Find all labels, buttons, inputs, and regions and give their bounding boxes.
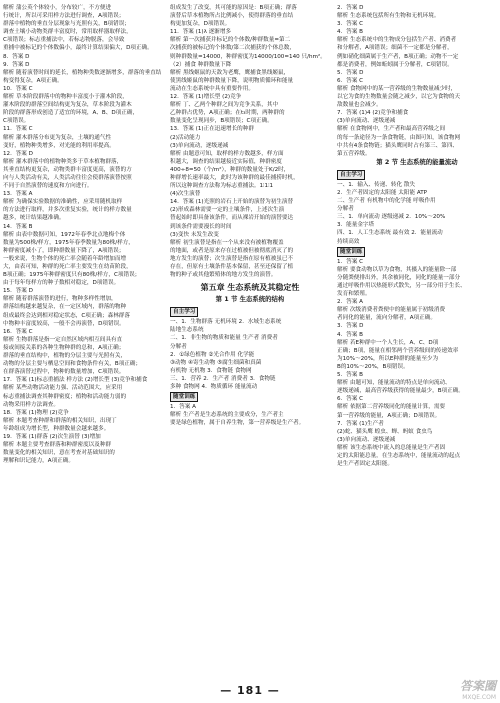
text-line: 解析 生态系统中的生物成分包括生产者、消费者	[337, 37, 457, 44]
text-line: 重捕中被标记的个体数偏小，最终计算结果偏大，D项正确。	[3, 45, 153, 52]
text-line: 乙种群占优势，A项正确；在t₃时期，两种群的	[170, 110, 285, 117]
text-line: 种群增长速率最大，此时为该种群的最佳捕捞时机，	[170, 174, 299, 181]
text-line: 灌木阶段的群落空间结构更为复杂，草本阶段为灌木	[3, 102, 132, 109]
text-line: 使黑线姬鼠的种群数量下降，说明物质循环和能量	[170, 77, 294, 84]
text-line: 3．答案 C	[337, 21, 364, 28]
text-line: 阶段的群落形成创造了适宜的环境，A、B、D项正确，	[3, 110, 139, 117]
text-line: 都是消费者，例如蚯蚓属于分解者，C项错误。	[337, 61, 453, 68]
text-line: 有机物 无机物 3．食物链 食物网	[170, 367, 252, 374]
text-line: 11．答案 C	[3, 126, 33, 133]
text-line: 5．答案 D	[337, 69, 364, 76]
text-line: 数量变化的相关知识，意在考查对基础知识的	[3, 450, 115, 457]
text-line: 解析 本题主要考查群落和种群密度以及种群	[3, 442, 112, 449]
text-line: 一、1．生物群落 无机环境 2．水域生态系统	[170, 319, 282, 326]
text-line: 二、1．非生物的物质和能量 生产者 消费者	[170, 335, 278, 342]
text-line: 理解和识记能力，A项正确。	[3, 458, 74, 465]
text-line: 数量为500株/样方，1975年春季数量为80株/样方，	[3, 239, 134, 246]
text-line: 物的种子或其他繁殖体的地方发生的演替。	[170, 272, 277, 279]
text-line: 12．答案 D	[3, 150, 33, 157]
text-line: 陆地生态系统	[170, 327, 204, 334]
text-line: 解析 食物网中的某一营养级的生物数量减少时，	[337, 85, 457, 92]
text-line: 6．答案 C	[337, 396, 364, 403]
text-line: 逐级递减，最高营养级获得的能量最少，B项正确。	[337, 388, 464, 395]
text-line: 10．答案 C	[3, 85, 33, 92]
page-number: — 181 —	[220, 684, 280, 697]
text-line: 流动在生态系统中具有重要作用。	[170, 85, 254, 92]
section-label-box: 自主学习	[170, 307, 198, 317]
text-line: 的地面，或者是原来存在过植被但被彻底消灭了的	[170, 247, 294, 254]
text-line: 7．答案 (1)生产者	[337, 420, 384, 427]
text-line: 例如硝化细菌属于生产者，B项正确；动物不一定	[337, 53, 459, 60]
text-line: 定的太阳能总量，在生态系统中，能量流动的起点	[337, 452, 461, 459]
watermark-text: 答案圈	[459, 679, 496, 693]
text-line: 三、1．单向流动 逐级递减 2．10%～20%	[337, 214, 446, 221]
text-line: 14．答案 (1)光照的岩石上开始的演替为初生演替	[170, 199, 294, 206]
text-line: 敌数量也会减少。	[337, 102, 382, 109]
text-line: 变好，植物种类增多，对光能的利用率提高。	[3, 142, 115, 149]
text-line: 分解者	[337, 206, 354, 213]
text-line: 年龄组成为增长型，种群数量会越来越多。	[3, 425, 110, 432]
text-line: (3)单向流动、逐级递减	[337, 436, 396, 443]
text-line: 解析 草本阶段群落中的物种丰富度小于灌木阶段，	[3, 94, 128, 101]
text-line: 中共有4条食物链；猫头鹰同时占有第三、第四、	[337, 142, 459, 149]
text-line: 积越大，调查的结果越接近实际值，种群密度	[170, 158, 282, 165]
text-line: 解析 黑线姬鼠的天敌为老鹰，鹰捕食黑线姬鼠，	[170, 69, 290, 76]
text-line: 为10%～20%，所以E种群的能量至少为	[337, 355, 439, 362]
text-line: 解析 随着演替时间的延长，植物种类数逐渐增多，群落的垂直结构变得复杂，A项正确。	[3, 69, 162, 84]
column-left	[3, 4, 163, 465]
text-line: 16．答案 C	[3, 328, 33, 335]
text-line: 5．答案 B	[337, 372, 363, 379]
text-line: 分随粪便排出外，其余被同化，同化的能量一部分	[337, 274, 461, 281]
text-line: 12．答案 (1)增长型 (2)竞争	[170, 94, 242, 101]
text-line: （2）捕食 种群数量下降	[170, 61, 232, 68]
text-line: 构更加复杂，D项错误。	[170, 21, 231, 28]
text-line: 地方发生的演替；次生演替是指在原有植被虽已不	[170, 255, 294, 262]
text-line: 接或间接关系的各种生物种群的总和，A项正确；	[3, 344, 125, 351]
text-line: 18．答案 (1)物理 (2)竞争	[3, 409, 69, 416]
text-line: 行统计，所以可采用样方法进行调查，A项错误；	[3, 13, 125, 20]
text-line: 解析 生产者是生态系统的主要成分，生产者主	[170, 412, 284, 419]
text-line: 13．答案 (1)正在迅速增长的种群	[170, 126, 254, 133]
text-line: 2．①绿色植物 ②光合作用 化学能	[170, 351, 255, 358]
text-line: 数量变化呈现同步，B项错误；C项正确。	[170, 118, 273, 125]
text-line: 替起始时即具备该条件，而从裸岩开始的演替要达	[170, 215, 294, 222]
text-line: 则种群数量=14000，种群密度为14000/100=140 只/hm²。	[170, 53, 326, 60]
text-line: 四、1．人工生态系统 最有效 2．能量流动	[337, 230, 443, 237]
text-line: 在群落演替过程中，物种的数量增加，C项错误。	[3, 369, 125, 376]
text-line: 解析 生物群落是指一定自然区域内相互间具有直	[3, 336, 123, 343]
section-label-box: 自主学习	[337, 170, 365, 180]
text-line: 所以这种调查方法称为标志重捕法。1∶1∶1	[170, 183, 274, 190]
text-line: 调查土壤小动物类群丰富度时，常用取样器取样法，	[3, 29, 132, 36]
text-line: (3)单向流动，逐级递减	[170, 142, 229, 149]
text-line: 演替后草本植物所占比例减小，使得群落的垂直结	[170, 13, 294, 20]
text-line: 大，由表可知，种群的死亡率主要发生在幼苗阶段，	[3, 264, 132, 270]
text-line: 种群密度减小了，即种群数量下降了，A项错误；	[3, 247, 125, 254]
text-line: 解析 丁、乙两个种群之间为竞争关系，其中	[170, 102, 279, 109]
text-line: (2)形成森林需要一定的土壤条件，上述次生演	[170, 207, 285, 214]
text-line: 解析 本题考查种群和群落的相关知识，出现丁	[3, 417, 117, 424]
text-line: B的10%～20%，B项错误。	[337, 363, 409, 370]
text-line: 1．答案 C	[337, 258, 364, 265]
text-line: ③动物 ④寄生动物 ⑤腐生细菌和真菌	[170, 359, 262, 366]
text-line: 4．答案 B	[337, 331, 363, 338]
text-line: 解析 初生演替是指在一个从来没有被植物覆盖	[170, 239, 284, 246]
chapter-title: 第五章 生态系统及其稳定性	[200, 283, 300, 293]
text-line: 正确；B项，能量在相邻两个营养级间的传递效率	[337, 347, 459, 354]
text-line: 群落中植物的垂直分层现象与光照有关，B项错误；	[3, 21, 130, 28]
text-line: 多种 食物网 4．物质循环 能量流动	[170, 384, 258, 391]
text-line: 解析 由题可知，能量流动的特点是单向流动、	[337, 380, 451, 387]
text-line: 400÷8=50（个/m²），种群的数量处于K/2时，	[170, 166, 290, 173]
text-line: 以它为食的生物数量会随之减少，以它为食物的天	[337, 94, 461, 101]
text-line: 者同化的能量，流向分解者，A项正确。	[337, 315, 436, 322]
text-line: 动物采用样方法调查。	[3, 401, 59, 408]
text-line: 第五营养级。	[337, 150, 371, 157]
text-line: 3．答案 D	[337, 323, 364, 330]
text-line: 9．答案 D	[3, 61, 30, 68]
section-title: 第 1 节 生态系统的结构	[215, 295, 285, 304]
section-label-box: 随堂训练	[337, 247, 365, 257]
text-line: 解析 在食物网中，生产者和最高营养级之间	[337, 126, 446, 133]
text-line: 通过呼吸作用以热能形式散失，另一部分用于生长、	[337, 283, 466, 289]
text-line: 要是绿色植物，属于自养生物，第一营养级是生产者。	[170, 420, 305, 427]
text-line: 越多，统计结果越准确。	[3, 215, 65, 222]
text-line: 14．答案 B	[3, 223, 33, 230]
text-line: 解析 灌木群落中的植物种类多于草本植物群落，	[3, 158, 123, 165]
text-line: 8．答案 D	[3, 53, 30, 60]
text-line: 解析 由表中数据可知，1972年春季北点地梅个体	[3, 231, 126, 238]
text-line: 解析 某些动物活动能力强、活动范围大，应采用	[3, 385, 123, 392]
text-line: 群落的垂直结构中，植物的分层主要与光照有关，	[3, 353, 127, 360]
text-line: 其垂直结构更复杂，动物类群丰富度更高，演替的方	[3, 166, 132, 173]
watermark-logo	[460, 675, 496, 701]
watermark-url: MXQE.COM	[462, 694, 496, 701]
text-line: 由于每年每样方的种子数相对稳定，D项错误。	[3, 280, 120, 287]
text-line: 4．答案 B	[337, 29, 363, 36]
text-line: 中物种丰富度较高，一般不会再演替，D项错误。	[3, 320, 125, 327]
text-line: 第一营养级的能量，A项正确；D项错误。	[337, 412, 441, 419]
text-line: 解析 该生态系统中流入的总能量是生产者固	[337, 444, 446, 451]
text-line: 标志重捕法调查其种群密度；植物和活动能力弱的	[3, 393, 127, 400]
section-label-row	[337, 246, 497, 258]
text-line: 1．答案 A	[170, 404, 196, 411]
text-line: 和分解者，A项错误；细菌不一定都是分解者，	[337, 45, 453, 52]
text-line: 的方法进行取样，并多次重复实验，统计的样方数量	[3, 207, 132, 214]
text-line: 解析 要食动物以草为食物，其摄入的能量除一部	[337, 266, 457, 273]
text-line: 发育和繁殖。	[337, 291, 371, 298]
text-line: 向与人类活动有关，人类活动往往会使群落演替按照	[3, 174, 132, 181]
text-line: C项错误。	[3, 118, 30, 125]
text-line: 分解者	[170, 343, 187, 350]
text-line: 群落结构越来越复杂，在一定区域内，群落的物种	[3, 304, 127, 311]
text-line: 13．答案 A	[3, 191, 33, 198]
text-line: 一般来说，生物个体的死亡率会随着年龄增加而增	[3, 255, 127, 262]
text-line: 解析 灌木群落分布更为复杂，土壤的通气性	[3, 134, 112, 141]
text-line: 解析 依据第二营养级同化的能量计算，需要	[337, 404, 446, 411]
text-line: (3)单向流动、逐级递减	[337, 118, 396, 125]
text-line: 2．生产者固定的太阳能 太阳能 ATP	[337, 189, 428, 196]
text-line: 7．答案 (1)4 (2)竞争和捕食	[337, 110, 409, 117]
text-line: (2)蛇、猫头鹰 蝗虫、蝉、蚂蚁 食虫鸟	[337, 428, 433, 435]
text-line: 解析 由题意可知，取样的样方数越多，样方面	[170, 150, 284, 157]
text-line: 3．能量金字塔	[337, 222, 375, 229]
text-line: 解析 随着群落演替的进行，物种多样性增加，	[3, 296, 117, 303]
text-line: 6．答案 C	[337, 77, 364, 84]
text-line: 解析 次级消费者粪便中的能量属于初级消费	[337, 307, 446, 314]
text-line: 解析 第一次捕获并标记的个体数/种群数量=第二	[170, 37, 291, 44]
text-line: 15．答案 D	[3, 288, 33, 295]
text-line: 二、生产者 有机物中的化学能 呼吸作用	[337, 198, 436, 205]
section-label-row	[170, 306, 330, 318]
text-line: 存在，但原有土壤条件基本保留，甚至还保留了植	[170, 264, 294, 270]
text-line: (3)变快 未发生改变	[170, 231, 219, 238]
text-line: 11．答案 (1)λ 逐渐增多	[170, 29, 232, 36]
text-line: 解析 为确保实验数据的准确性，应采用随机取样	[3, 199, 123, 206]
column-right	[337, 4, 497, 468]
text-line: 2．答案 A	[337, 299, 363, 306]
text-line: 组成发生了改变，其可能的原因是：B项正确；群落	[170, 5, 297, 11]
text-line: 解析 蒲公英个体较小，分布较广，不方便进	[3, 5, 112, 11]
text-line: 持续高效	[337, 238, 360, 245]
text-line: 一、1．输入、传递、转化 散失	[337, 181, 416, 188]
text-line: 组成最终会达到相对稳定状态，C项正确；森林群落	[3, 312, 130, 319]
text-line: (4)次生演替	[170, 191, 201, 198]
text-line: 解析 生态系统包括所有生物和无机环境。	[337, 13, 440, 20]
text-line: 动物的分层主要与栖息空间和食物条件有关，B项正确；	[3, 361, 142, 368]
text-line: C项错误；标志重捕法中，若标志物脱落，会导致	[3, 37, 125, 44]
text-line: 2．答案 D	[337, 5, 364, 11]
section-title: 第 2 节 生态系统的能量流动	[376, 157, 458, 166]
text-line: 不同于自然演替的速度和方向进行。	[3, 183, 93, 190]
text-line: 19．答案 (1)群落 (2)次生演替 (3)增加	[3, 433, 101, 440]
column-middle	[170, 4, 330, 428]
text-line: 三、1．营养 2．生产者 消费者 3．食物链	[170, 375, 276, 382]
text-line: 是生产者固定太阳能。	[337, 461, 393, 468]
text-line: B项正确；1975年种群密度只有80株/样方，C项错误；	[3, 272, 141, 279]
text-line: (2)活动能力	[170, 134, 201, 141]
section-label-row	[337, 169, 497, 181]
section-label-box: 随堂训练	[170, 392, 198, 402]
text-line: 解析 若E种群中一个人生长，A、C、D项	[337, 339, 439, 346]
text-line: 到该条件需要漫长的时间	[170, 223, 232, 230]
text-line: 17．答案 (1)标志重捕法 样方法 (2)增长型 (3)竞争和捕食	[3, 377, 148, 384]
text-line: 次捕获的被标记的个体数/第二次捕获的个体总数，	[170, 45, 295, 52]
section-label-row	[170, 391, 330, 403]
text-line: 的每一条途径为一条食物链，由图可知，该食物网	[337, 134, 461, 141]
